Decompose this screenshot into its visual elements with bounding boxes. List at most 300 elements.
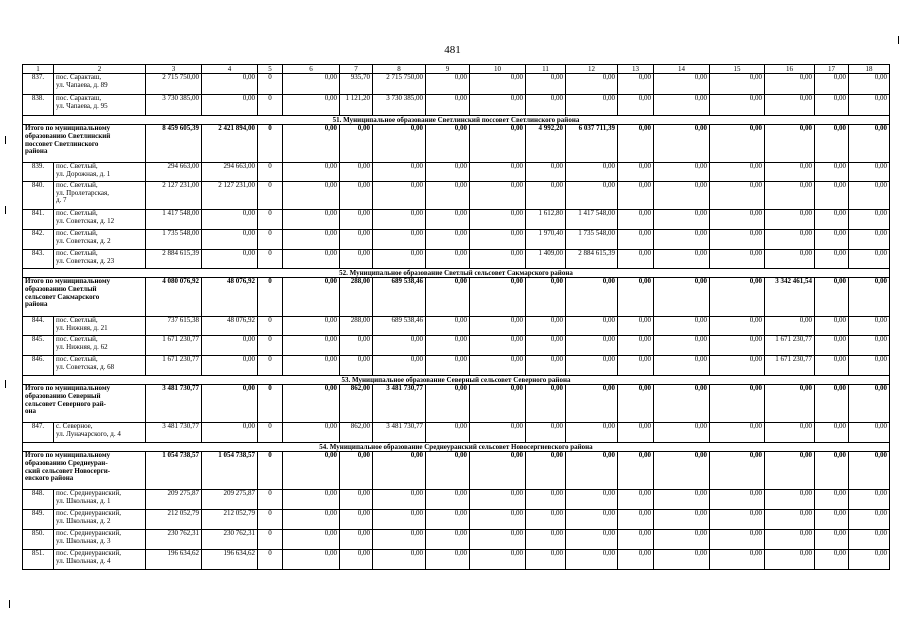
table-cell: 0,00 <box>815 356 849 376</box>
section-heading: 54. Муниципальное образование Среднеуранский сельсовет Новосергиевского района <box>23 443 890 452</box>
table-cell: 0,00 <box>526 336 566 356</box>
total-cell: 3 342 461,54 <box>765 278 815 317</box>
table-cell: 0,00 <box>526 550 566 570</box>
total-cell: 0 <box>258 125 283 163</box>
table-cell: 0,00 <box>426 74 470 95</box>
total-cell: 0,00 <box>566 452 618 490</box>
table-cell: 0,00 <box>815 510 849 530</box>
total-cell: 0,00 <box>710 385 765 423</box>
table-cell: 0,00 <box>566 182 618 210</box>
table-cell: 0,00 <box>765 230 815 250</box>
table-cell: 0,00 <box>849 210 890 230</box>
table-cell: 0,00 <box>815 423 849 443</box>
row-number: 843. <box>23 250 54 269</box>
total-cell: 288,00 <box>340 278 373 317</box>
column-number-row <box>23 65 890 74</box>
table-cell: 1 417 548,00 <box>566 210 618 230</box>
table-cell: 0,00 <box>373 210 426 230</box>
table-cell: 0,00 <box>849 530 890 550</box>
table-cell: 0,00 <box>654 182 710 210</box>
table-cell: 0,00 <box>283 530 340 550</box>
address-cell: пос. Среднеуранский, ул. Школьная, д. 3 <box>54 530 146 550</box>
table-cell: 0 <box>258 182 283 210</box>
table-cell: 0,00 <box>618 163 654 182</box>
total-cell: 6 037 711,39 <box>566 125 618 163</box>
table-cell: 0,00 <box>765 250 815 269</box>
table-cell: 0,00 <box>470 210 526 230</box>
total-cell: 0,00 <box>283 125 340 163</box>
table-cell: 0,00 <box>765 510 815 530</box>
table-cell: 0 <box>258 550 283 570</box>
table-cell: 0,00 <box>849 74 890 95</box>
address-cell: пос. Саракташ, ул. Чапаева, д. 95 <box>54 95 146 116</box>
table-cell: 0,00 <box>526 163 566 182</box>
address-cell: пос. Среднеуранский, ул. Школьная, д. 2 <box>54 510 146 530</box>
section-heading-row <box>23 376 890 385</box>
table-cell: 0,00 <box>373 182 426 210</box>
table-cell: 0,00 <box>618 74 654 95</box>
table-cell: 0 <box>258 163 283 182</box>
table-cell: 2 715 750,00 <box>373 74 426 95</box>
table-cell: 1 735 548,00 <box>566 230 618 250</box>
table-cell: 0,00 <box>566 510 618 530</box>
column-number: 16 <box>765 65 815 74</box>
address-cell: пос. Светлый, ул. Советская, д. 68 <box>54 356 146 376</box>
table-cell: 0,00 <box>202 95 258 116</box>
total-cell: 0,00 <box>470 278 526 317</box>
table-cell: 0,00 <box>566 95 618 116</box>
table-cell: 0,00 <box>710 182 765 210</box>
total-cell: 0,00 <box>340 125 373 163</box>
table-cell: 0,00 <box>566 163 618 182</box>
table-cell: 0,00 <box>426 530 470 550</box>
table-cell: 0,00 <box>710 356 765 376</box>
table-cell: 0,00 <box>710 530 765 550</box>
table-cell: 0,00 <box>283 550 340 570</box>
table-row <box>23 317 890 336</box>
table-cell: 0,00 <box>566 336 618 356</box>
column-number: 18 <box>849 65 890 74</box>
total-cell: 4 992,20 <box>526 125 566 163</box>
table-cell: 0,00 <box>373 550 426 570</box>
table-cell: 0,00 <box>340 182 373 210</box>
table-cell: 0,00 <box>470 95 526 116</box>
table-cell: 1 121,20 <box>340 95 373 116</box>
table-cell: 0,00 <box>340 163 373 182</box>
table-cell: 0,00 <box>426 230 470 250</box>
table-cell: 0,00 <box>470 356 526 376</box>
total-row <box>23 278 890 317</box>
table-cell: 0,00 <box>470 510 526 530</box>
table-cell: 0,00 <box>654 423 710 443</box>
table-cell: 0,00 <box>849 95 890 116</box>
table-cell: 0,00 <box>815 230 849 250</box>
table-cell: 0 <box>258 230 283 250</box>
table-cell: 0 <box>258 74 283 95</box>
table-cell: 294 663,00 <box>146 163 202 182</box>
table-cell: 0 <box>258 510 283 530</box>
table-cell: 0,00 <box>618 182 654 210</box>
total-cell: 0,00 <box>765 125 815 163</box>
column-number: 7 <box>340 65 373 74</box>
table-cell: 3 730 385,00 <box>146 95 202 116</box>
table-cell: 0,00 <box>283 356 340 376</box>
table-cell: 0,00 <box>654 74 710 95</box>
table-cell: 0,00 <box>654 230 710 250</box>
table-cell: 2 884 615,39 <box>566 250 618 269</box>
table-cell: 0,00 <box>765 95 815 116</box>
total-cell: 0,00 <box>765 385 815 423</box>
table-cell: 0,00 <box>340 336 373 356</box>
table-cell: 0,00 <box>426 423 470 443</box>
table-cell: 0,00 <box>815 74 849 95</box>
total-cell: 0,00 <box>470 452 526 490</box>
table-cell: 0,00 <box>526 423 566 443</box>
table-cell: 209 275,87 <box>146 490 202 510</box>
table-cell: 230 762,31 <box>146 530 202 550</box>
table-cell: 0,00 <box>654 95 710 116</box>
table-cell: 0,00 <box>283 210 340 230</box>
table-cell: 0 <box>258 250 283 269</box>
total-cell: 0,00 <box>710 278 765 317</box>
table-cell: 0,00 <box>373 163 426 182</box>
column-number: 11 <box>526 65 566 74</box>
total-cell: 4 080 076,92 <box>146 278 202 317</box>
table-cell: 0,00 <box>470 317 526 336</box>
total-cell: 48 076,92 <box>202 278 258 317</box>
table-cell: 3 481 730,77 <box>146 423 202 443</box>
table-cell: 0,00 <box>618 317 654 336</box>
table-cell: 0,00 <box>283 163 340 182</box>
table-cell: 0,00 <box>426 317 470 336</box>
total-cell: 0 <box>258 385 283 423</box>
total-cell: 0,00 <box>283 385 340 423</box>
table-cell: 0,00 <box>654 163 710 182</box>
section-heading: 52. Муниципальное образование Светлый сельсовет Сакмарского района <box>23 269 890 278</box>
total-cell: 0,00 <box>815 452 849 490</box>
address-cell: пос. Саракташ, ул. Чапаева, д. 89 <box>54 74 146 95</box>
table-cell: 0,00 <box>470 336 526 356</box>
table-cell: 0,00 <box>202 230 258 250</box>
column-number: 15 <box>710 65 765 74</box>
table-row <box>23 163 890 182</box>
total-cell: 0,00 <box>849 385 890 423</box>
address-cell: пос. Светлый, ул. Нижняя, д. 62 <box>54 336 146 356</box>
total-cell: 0,00 <box>426 125 470 163</box>
section-heading: 53. Муниципальное образование Северный сельсовет Северного района <box>23 376 890 385</box>
table-cell: 0,00 <box>618 510 654 530</box>
table-row <box>23 74 890 95</box>
table-cell: 0,00 <box>710 317 765 336</box>
address-cell: пос. Среднеуранский, ул. Школьная, д. 4 <box>54 550 146 570</box>
table-cell: 0,00 <box>765 163 815 182</box>
table-cell: 0,00 <box>566 423 618 443</box>
table-cell: 0,00 <box>566 74 618 95</box>
total-cell: 1 054 738,57 <box>146 452 202 490</box>
table-row <box>23 336 890 356</box>
table-cell: 0,00 <box>815 550 849 570</box>
total-row <box>23 125 890 163</box>
margin-mark <box>898 36 899 44</box>
total-cell: 0,00 <box>470 125 526 163</box>
table-cell: 0,00 <box>710 95 765 116</box>
table-cell: 0,00 <box>426 356 470 376</box>
table-cell: 0,00 <box>340 356 373 376</box>
table-cell: 0,00 <box>566 317 618 336</box>
table-cell: 230 762,31 <box>202 530 258 550</box>
total-cell: 0 <box>258 278 283 317</box>
total-label: Итого по муниципальному образованию Среднеуран- ский сельсовет Новосерги- евского района <box>23 452 146 490</box>
total-row <box>23 452 890 490</box>
table-cell: 1 671 230,77 <box>146 336 202 356</box>
table-cell: 0,00 <box>202 250 258 269</box>
table-cell: 0,00 <box>470 423 526 443</box>
table-cell: 0,00 <box>470 74 526 95</box>
total-cell: 0,00 <box>618 278 654 317</box>
table-cell: 0,00 <box>283 490 340 510</box>
table-cell: 0,00 <box>526 356 566 376</box>
table-cell: 1 612,80 <box>526 210 566 230</box>
table-cell: 0 <box>258 423 283 443</box>
column-number: 1 <box>23 65 54 74</box>
column-number: 2 <box>54 65 146 74</box>
table-cell: 212 052,79 <box>202 510 258 530</box>
address-cell: пос. Среднеуранский, ул. Школьная, д. 1 <box>54 490 146 510</box>
table-cell: 0,00 <box>426 95 470 116</box>
total-cell: 0,00 <box>815 278 849 317</box>
table-cell: 0,00 <box>618 95 654 116</box>
table-cell: 0,00 <box>618 250 654 269</box>
table-row <box>23 230 890 250</box>
row-number: 837. <box>23 74 54 95</box>
table-cell: 0,00 <box>426 182 470 210</box>
table-cell: 0,00 <box>849 317 890 336</box>
total-cell: 0,00 <box>470 385 526 423</box>
total-label: Итого по муниципальному образованию Светлинский поссовет Светлинского района <box>23 125 146 163</box>
table-cell: 0,00 <box>815 336 849 356</box>
table-cell: 0,00 <box>849 336 890 356</box>
table-cell: 0,00 <box>373 336 426 356</box>
table-cell: 288,00 <box>340 317 373 336</box>
row-number: 841. <box>23 210 54 230</box>
register-table <box>22 64 890 570</box>
table-cell: 0,00 <box>710 336 765 356</box>
total-cell: 0,00 <box>710 125 765 163</box>
table-cell: 48 076,92 <box>202 317 258 336</box>
margin-mark <box>5 380 6 388</box>
table-cell: 0,00 <box>815 210 849 230</box>
total-cell: 0,00 <box>566 385 618 423</box>
table-cell: 2 884 615,39 <box>146 250 202 269</box>
table-cell: 0,00 <box>654 317 710 336</box>
row-number: 842. <box>23 230 54 250</box>
table-row <box>23 182 890 210</box>
table-cell: 0,00 <box>815 95 849 116</box>
table-cell: 0,00 <box>526 95 566 116</box>
table-cell: 935,70 <box>340 74 373 95</box>
column-number: 9 <box>426 65 470 74</box>
total-cell: 0,00 <box>426 278 470 317</box>
table-cell: 1 671 230,77 <box>765 336 815 356</box>
column-number: 12 <box>566 65 618 74</box>
table-cell: 0,00 <box>283 336 340 356</box>
row-number: 849. <box>23 510 54 530</box>
total-cell: 2 421 894,00 <box>202 125 258 163</box>
table-cell: 0,00 <box>202 356 258 376</box>
row-number: 844. <box>23 317 54 336</box>
table-cell: 0 <box>258 317 283 336</box>
table-cell: 0,00 <box>526 510 566 530</box>
column-number: 5 <box>258 65 283 74</box>
table-cell: 196 634,62 <box>146 550 202 570</box>
table-cell: 3 481 730,77 <box>373 423 426 443</box>
total-cell: 0,00 <box>815 385 849 423</box>
table-cell: 0,00 <box>470 182 526 210</box>
total-cell: 3 481 730,77 <box>146 385 202 423</box>
table-cell: 0,00 <box>283 95 340 116</box>
table-cell: 0,00 <box>618 210 654 230</box>
table-cell: 0,00 <box>283 182 340 210</box>
total-label: Итого по муниципальному образованию Светлый сельсовет Сакмарского района <box>23 278 146 317</box>
table-cell: 0,00 <box>283 230 340 250</box>
table-cell: 0,00 <box>849 182 890 210</box>
address-cell: пос. Светлый, ул. Дорожная, д. 1 <box>54 163 146 182</box>
total-cell: 1 054 738,57 <box>202 452 258 490</box>
table-cell: 0,00 <box>710 550 765 570</box>
table-cell: 0,00 <box>710 490 765 510</box>
table-cell: 0,00 <box>618 336 654 356</box>
table-cell: 0,00 <box>526 530 566 550</box>
table-cell: 0,00 <box>765 210 815 230</box>
column-number: 17 <box>815 65 849 74</box>
table-row <box>23 550 890 570</box>
table-cell: 0,00 <box>426 250 470 269</box>
row-number: 851. <box>23 550 54 570</box>
table-cell: 0,00 <box>815 490 849 510</box>
table-cell: 0,00 <box>283 510 340 530</box>
table-cell: 0,00 <box>340 550 373 570</box>
table-cell: 0,00 <box>526 74 566 95</box>
table-cell: 0,00 <box>202 210 258 230</box>
table-cell: 0,00 <box>815 163 849 182</box>
total-cell: 0,00 <box>815 125 849 163</box>
table-cell: 0,00 <box>426 510 470 530</box>
register-table-body <box>23 65 890 570</box>
row-number: 839. <box>23 163 54 182</box>
total-cell: 0,00 <box>654 452 710 490</box>
table-cell: 0 <box>258 490 283 510</box>
table-cell: 0,00 <box>340 490 373 510</box>
total-cell: 0,00 <box>373 125 426 163</box>
table-cell: 0,00 <box>849 250 890 269</box>
column-number: 8 <box>373 65 426 74</box>
table-row <box>23 530 890 550</box>
table-cell: 0,00 <box>283 250 340 269</box>
table-cell: 1 970,40 <box>526 230 566 250</box>
table-cell: 0,00 <box>815 182 849 210</box>
table-cell: 0,00 <box>340 510 373 530</box>
address-cell: пос. Светлый, ул. Пролетарская, д. 7 <box>54 182 146 210</box>
table-cell: 209 275,87 <box>202 490 258 510</box>
table-cell: 0,00 <box>654 336 710 356</box>
total-cell: 0,00 <box>710 452 765 490</box>
table-cell: 0,00 <box>340 250 373 269</box>
table-cell: 0,00 <box>426 490 470 510</box>
page-number: 481 <box>444 44 461 56</box>
table-cell: 0,00 <box>710 423 765 443</box>
table-cell: 0,00 <box>373 530 426 550</box>
table-cell: 0,00 <box>849 230 890 250</box>
table-cell: 0,00 <box>526 490 566 510</box>
table-cell: 862,00 <box>340 423 373 443</box>
table-cell: 0,00 <box>618 356 654 376</box>
row-number: 845. <box>23 336 54 356</box>
total-cell: 0 <box>258 452 283 490</box>
table-cell: 0,00 <box>566 550 618 570</box>
total-cell: 0,00 <box>566 278 618 317</box>
table-cell: 0,00 <box>654 490 710 510</box>
table-row <box>23 250 890 269</box>
table-cell: 1 735 548,00 <box>146 230 202 250</box>
table-cell: 0,00 <box>340 210 373 230</box>
table-cell: 0,00 <box>710 210 765 230</box>
table-cell: 0,00 <box>815 530 849 550</box>
total-cell: 0,00 <box>426 452 470 490</box>
column-number: 6 <box>283 65 340 74</box>
table-cell: 1 671 230,77 <box>765 356 815 376</box>
margin-mark <box>5 206 6 214</box>
table-row <box>23 356 890 376</box>
address-cell: с. Северное, ул. Луначарского, д. 4 <box>54 423 146 443</box>
column-number: 4 <box>202 65 258 74</box>
total-cell: 3 481 730,77 <box>373 385 426 423</box>
table-cell: 0,00 <box>202 74 258 95</box>
table-cell: 0,00 <box>470 550 526 570</box>
table-cell: 0,00 <box>566 530 618 550</box>
table-cell: 0,00 <box>815 250 849 269</box>
table-cell: 0,00 <box>765 550 815 570</box>
table-cell: 0,00 <box>470 230 526 250</box>
table-cell: 0,00 <box>426 336 470 356</box>
table-cell: 689 538,46 <box>373 317 426 336</box>
address-cell: пос. Светлый, ул. Нижняя, д. 21 <box>54 317 146 336</box>
table-cell: 0,00 <box>373 230 426 250</box>
section-heading-row <box>23 443 890 452</box>
column-number: 14 <box>654 65 710 74</box>
table-cell: 0,00 <box>710 163 765 182</box>
table-cell: 0,00 <box>849 163 890 182</box>
table-cell: 1 417 548,00 <box>146 210 202 230</box>
table-cell: 0 <box>258 95 283 116</box>
table-cell: 294 663,00 <box>202 163 258 182</box>
table-cell: 212 052,79 <box>146 510 202 530</box>
total-cell: 0,00 <box>202 385 258 423</box>
total-label: Итого по муниципальному образованию Северный сельсовет Северного рай- она <box>23 385 146 423</box>
table-row <box>23 490 890 510</box>
table-cell: 0,00 <box>849 356 890 376</box>
table-cell: 0,00 <box>283 74 340 95</box>
table-cell: 0,00 <box>710 74 765 95</box>
total-cell: 0,00 <box>526 385 566 423</box>
table-cell: 0,00 <box>526 182 566 210</box>
table-cell: 0,00 <box>283 423 340 443</box>
table-cell: 0,00 <box>340 530 373 550</box>
table-cell: 1 671 230,77 <box>146 356 202 376</box>
table-cell: 2 715 750,00 <box>146 74 202 95</box>
total-cell: 0,00 <box>526 452 566 490</box>
table-cell: 0,00 <box>815 317 849 336</box>
table-cell: 0,00 <box>470 490 526 510</box>
